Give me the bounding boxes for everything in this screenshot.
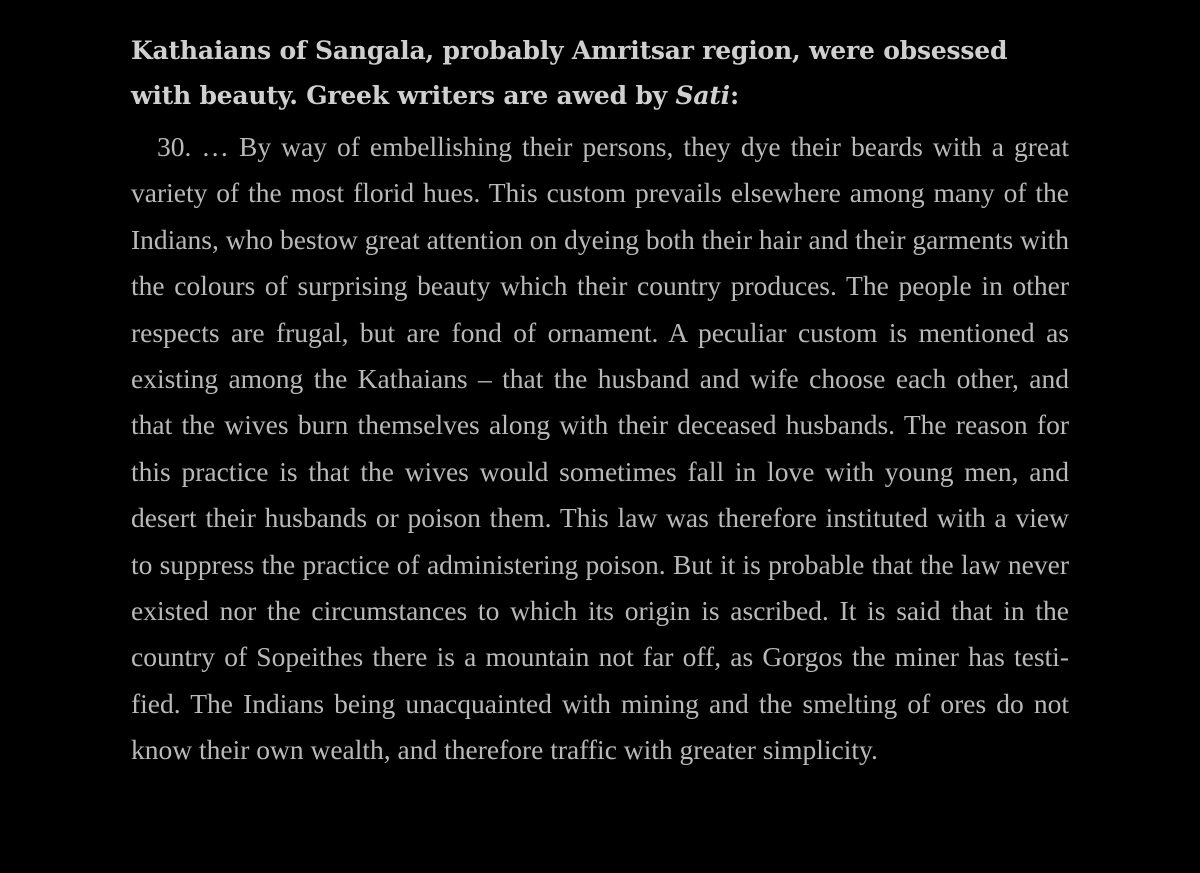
heading-colon: :: [729, 81, 740, 110]
quoted-passage: 30. … By way of embellishing their persons, they dye their beards with a great variety of the most florid hues. This custom prevails elsewhere among many of the Indians, who bestow great attention on dyeing both their hair and their garments with the colours of surprising beauty which their country produces. The people in other respects are frugal, but are fond of ornament. A peculiar custom is mentioned as existing among the Kathaians – that the husband and wife choose each other, and that the wives burn themselves along with their deceased husbands. The reason for this practice is that the wives would sometimes fall in love with young men, and desert their husbands or poison them. This law was therefore instituted with a view to suppress the practice of administering poison. But it is probable that the law never existed nor the circumstances to which its origin is ascribed. It is said that in the country of Sopeithes there is a mountain not far off, as Gorgos the miner has testified. The Indians being unacquainted with mining and the smelting of ores do not know their own wealth, and therefore traffic with greater simplicity.: [131, 131, 1069, 766]
heading-text: Kathaians of Sangala, probably Amritsar region, were obsessed with beauty. Greek writers are awed by: [131, 36, 1008, 110]
heading-italic-term: Sati: [675, 81, 730, 110]
document-page: [131, 28, 1069, 774]
section-heading: [131, 28, 1069, 118]
